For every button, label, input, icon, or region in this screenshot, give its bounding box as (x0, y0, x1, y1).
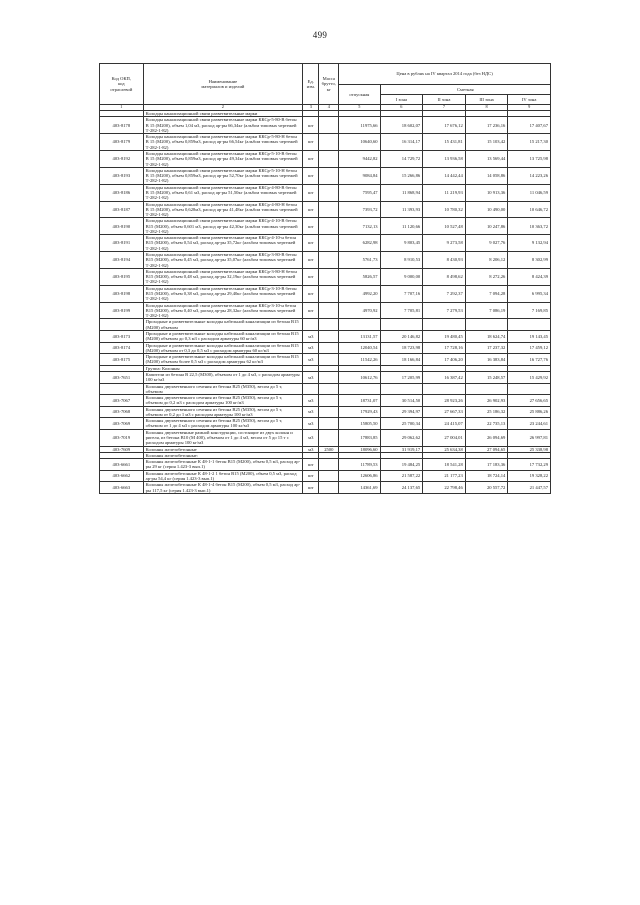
header-unit (303, 64, 319, 105)
row-zone-1-price: 19 484,25 (380, 459, 423, 471)
row-zone-4-price (508, 383, 551, 395)
row-name: Колодцы канализационной связи разветвительные марки ККСр-5-80-Н бетон В 15 (М200), объем 0,859м3, расход ар-ры 66,54кг (альбом типовых чертежей Т-282-1-82) (143, 134, 302, 151)
row-zone-2-price: 27 004,01 (423, 429, 466, 446)
row-name: Колодцы канализационной связи разветвительные марки ККСр-4-80-В бетон В 15 (М200), объем 0,61 м3, расход ар-ры 51,50кг (альбом типовых чертежей Т-282-1-82) (143, 184, 302, 201)
row-zone-2-price: 7 292,37 (423, 285, 466, 302)
row-name: Колодцы канализационной связи разветвительные марки ККСр-4-10-В бетон В15 (М200), объем 0,601 м3, расход ар-ры 42,30кг (альбом типовых чертежей Т-282-1-82) (143, 218, 302, 235)
row-zone-3-price: 9 027,76 (465, 235, 508, 252)
row-unit: м3 (303, 330, 319, 342)
row-zone-4-price: 10 363,72 (508, 218, 551, 235)
row-zone-2-price: 13 936,58 (423, 150, 466, 167)
row-code (100, 383, 144, 395)
row-unit: м3 (303, 395, 319, 407)
row-release-price (339, 319, 380, 331)
row-zone-3-price: 26 094,69 (465, 429, 508, 446)
row-release-price: 4992,20 (339, 285, 380, 302)
row-zone-1-price: 18 166,84 (380, 354, 423, 366)
row-mass (319, 268, 339, 285)
row-mass (319, 285, 339, 302)
row-unit: шт (303, 268, 319, 285)
row-name: Колонны железобетонные К 48-1-2 1 бетон В15 (М200), объем 0,5 м3, расход ар-ры 54,4 кг (серия 1.423-3 вып.1) (143, 470, 302, 482)
row-zone-3-price: 7 086,19 (465, 302, 508, 319)
row-release-price: 10640,60 (339, 134, 380, 151)
row-unit: шт (303, 470, 319, 482)
row-zone-2-price (423, 383, 466, 395)
row-name: Колонны двухветвенного сечения из бетона В25 (М350), весом до 5 т, объемом до 0,2 м3 с расходом арматуры 100 кг/м3 (143, 395, 302, 407)
row-zone-3-price: 26 902,93 (465, 395, 508, 407)
row-name: Колодцы канализационной связи разветвительные марки ККСр-3-10-н бетон В15 (М200), объем 0,40 м3, расход ар-ры 28,32кг (альбом типовых чертежей Т-282-1-82) (143, 302, 302, 319)
row-zone-2-price: 24 415,07 (423, 418, 466, 430)
price-table (99, 63, 551, 494)
row-zone-3-price: 10 247,86 (465, 218, 508, 235)
column-number: 1 (100, 105, 144, 111)
row-mass (319, 302, 339, 319)
header-unit-line1: Ед. (307, 78, 314, 84)
table-row (100, 117, 551, 134)
header-release-price: отпускная (339, 85, 380, 105)
row-name: Колодцы канализационной связи разветвительные марки ККСр-5-80-В бетон В 15 (М200), объем 1,04 м3, расход ар-ры 66,34кг (альбом типовых чертежей Т-282-1-82) (143, 117, 302, 134)
row-code: 403-8193 (100, 167, 144, 184)
row-zone-1-price: 29 062,62 (380, 429, 423, 446)
row-zone-3-price: 10 490,00 (465, 201, 508, 218)
row-name: Колонны двухветвенного сечения из бетона В25 (М350), весом до 5 т, объемом от 0,2 до 1 м3 с расходом арматуры 100 кг/м3 (143, 406, 302, 418)
row-zone-1-price: 9 000,00 (380, 268, 423, 285)
row-mass (319, 252, 339, 269)
row-code: 403-6663 (100, 482, 144, 494)
row-zone-1-price: 30 514,50 (380, 395, 423, 407)
table-row (100, 470, 551, 482)
row-unit: м3 (303, 342, 319, 354)
table-row (100, 383, 551, 395)
row-release-price: 15805,50 (339, 418, 380, 430)
table-row (100, 418, 551, 430)
row-name: Колонны железобетонные К 48-1-4 бетон В15 (М200), объем 0,5 м3, расход ар-ры 117,5 кг (серия 1.423-3 вып.1) (143, 482, 302, 494)
row-code: 403-7019 (100, 429, 144, 446)
header-code-line2: код (118, 81, 125, 87)
row-zone-3-price: 7 094,28 (465, 285, 508, 302)
row-zone-2-price: 9 273,58 (423, 235, 466, 252)
header-code-line1: Код ОКП, (111, 76, 131, 82)
table-row (100, 482, 551, 494)
column-number: 7 (423, 105, 466, 111)
table-row (100, 429, 551, 446)
table-header (100, 64, 551, 111)
table-row (100, 406, 551, 418)
row-release-price: 10612,76 (339, 371, 380, 383)
page-number: 499 (312, 30, 328, 40)
row-zone-1-price: 9 803,45 (380, 235, 423, 252)
row-release-price: 11975,66 (339, 117, 380, 134)
row-release-price: 9442,82 (339, 150, 380, 167)
header-zone-2: II зона (423, 95, 466, 105)
row-mass (319, 354, 339, 366)
row-zone-4-price: 13 725,98 (508, 150, 551, 167)
row-zone-2-price: 8 430,93 (423, 252, 466, 269)
row-mass (319, 371, 339, 383)
row-unit: м3 (303, 354, 319, 366)
row-mass (319, 235, 339, 252)
header-code-line3: отраслевой (110, 86, 133, 92)
row-zone-2-price: 19 480,45 (423, 330, 466, 342)
row-unit: шт (303, 459, 319, 471)
row-unit (303, 319, 319, 331)
row-release-price: 5761,73 (339, 252, 380, 269)
row-name: Колодцы канализационной связи разветвительные марки ККСр-4-10-н бетон В15 (М200), объем 0,54 м3, расход ар-ры 35,72кг (альбом типовых чертежей Т-282-1-82) (143, 235, 302, 252)
row-zone-1-price: 24 137,65 (380, 482, 423, 494)
row-code: 403-7068 (100, 406, 144, 418)
row-zone-4-price: 15 217,30 (508, 134, 551, 151)
row-zone-1-price: 11 393,93 (380, 201, 423, 218)
row-unit: шт (303, 235, 319, 252)
header-zone-4: IV зона (508, 95, 551, 105)
column-number: 6 (380, 105, 423, 111)
row-zone-3-price: 16 383,84 (465, 354, 508, 366)
row-zone-1-price: 21 587,22 (380, 470, 423, 482)
row-zone-3-price: 17 236,16 (465, 117, 508, 134)
table-row (100, 268, 551, 285)
row-code (100, 319, 144, 331)
header-mass-line2: брутто, (321, 81, 336, 87)
table-row (100, 459, 551, 471)
row-mass (319, 134, 339, 151)
row-release-price: 7595,47 (339, 184, 380, 201)
table-row (100, 302, 551, 319)
row-zone-2-price: 27 667,33 (423, 406, 466, 418)
row-mass (319, 470, 339, 482)
row-name: Проходные и разветвительные колодцы кабельной канализации из бетона В15 (М200) объемом от 0,3 до 0,5 м3 с расходом арматуры 60 кг/м3 (143, 342, 302, 354)
row-name: Колодцы канализационной связи разветвительные марки (143, 111, 302, 117)
row-unit: шт (303, 302, 319, 319)
row-release-price: 18731,07 (339, 395, 380, 407)
row-name: Колодцы канализационной связи разветвительные марки ККСр-3-80-В бетон В15 (М200), объем 0,45 м3, расход ар-ры 35,07кг (альбом типовых чертежей Т-282-1-82) (143, 252, 302, 269)
header-name-line1: Наименование (208, 78, 238, 84)
row-zone-2-price: 7 279,53 (423, 302, 466, 319)
row-zone-1-price: 18 602,07 (380, 117, 423, 134)
table-row (100, 150, 551, 167)
row-zone-4-price: 14 223,26 (508, 167, 551, 184)
header-mass (319, 64, 339, 105)
row-code: 403-7609 (100, 446, 144, 452)
row-mass (319, 167, 339, 184)
table-row (100, 371, 551, 383)
header-zone-3: III зона (465, 95, 508, 105)
row-mass (319, 459, 339, 471)
row-unit: м3 (303, 418, 319, 430)
table-row (100, 285, 551, 302)
row-zone-2-price: 15 431,81 (423, 134, 466, 151)
row-mass: 2500 (319, 446, 339, 452)
row-zone-4-price: 17 732,29 (508, 459, 551, 471)
table-row (100, 252, 551, 269)
row-code: 403-8187 (100, 201, 144, 218)
row-code: 403-8175 (100, 354, 144, 366)
row-release-price: 12040,54 (339, 342, 380, 354)
row-name: Колодцы канализационной связи разветвительные марки ККСр-3-10-В бетон В15 (М200), объем 0,38 м3, расход ар-ры 29,40кг (альбом типовых чертежей Т-282-1-82) (143, 285, 302, 302)
row-name: Капители из бетона В 22,5 (М300), объемом от 1 до 4 м3, с расходом арматуры 100 кг/м3 (143, 371, 302, 383)
row-code: 403-8199 (100, 302, 144, 319)
row-zone-1-price: 8 910,53 (380, 252, 423, 269)
row-unit (303, 383, 319, 395)
row-zone-4-price: 25 886,26 (508, 406, 551, 418)
header-zone-1: I зона (380, 95, 423, 105)
row-release-price: 17883,85 (339, 429, 380, 446)
row-code: 403-8178 (100, 117, 144, 134)
row-release-price: 7393,72 (339, 201, 380, 218)
row-name: Колодцы канализационной связи разветвительные марки ККСр-4-80-Н бетон В 15 (М200), объем 0,628м3, расход ар-ры 41,48кг (альбом типовых чертежей Т-282-1-82) (143, 201, 302, 218)
row-zone-3-price: 15 103,42 (465, 134, 508, 151)
row-zone-2-price: 17 406,20 (423, 354, 466, 366)
row-mass (319, 150, 339, 167)
table-row (100, 354, 551, 366)
table-row (100, 395, 551, 407)
row-release-price: 11542,26 (339, 354, 380, 366)
row-mass (319, 383, 339, 395)
row-zone-4-price: 26 997,81 (508, 429, 551, 446)
row-release-price: 4970,92 (339, 302, 380, 319)
row-zone-1-price: 11 120,66 (380, 218, 423, 235)
row-code: 403-7069 (100, 418, 144, 430)
row-zone-2-price: 10 527,48 (423, 218, 466, 235)
row-zone-3-price: 18 724,14 (465, 470, 508, 482)
row-zone-4-price: 8 424,39 (508, 268, 551, 285)
row-mass (319, 330, 339, 342)
row-zone-3-price: 15 248,57 (465, 371, 508, 383)
header-name (143, 64, 302, 105)
row-release-price (339, 383, 380, 395)
row-zone-2-price: 28 923,26 (423, 395, 466, 407)
table-row (100, 167, 551, 184)
row-unit: м3 (303, 371, 319, 383)
table-row (100, 235, 551, 252)
row-zone-3-price: 22 735,13 (465, 418, 508, 430)
column-number: 8 (465, 105, 508, 111)
row-code: 403-8186 (100, 184, 144, 201)
header-estimate-group: Сметная (380, 85, 550, 95)
row-zone-3-price: 17 183,36 (465, 459, 508, 471)
row-zone-1-price (380, 383, 423, 395)
row-zone-4-price: 17 459,12 (508, 342, 551, 354)
row-zone-4-price: 15 429,92 (508, 371, 551, 383)
row-name: Колодцы канализационной связи разветвительные марки ККСр-5-10-Н бетон В 15 (М200), объем 0,859м3, расход ар-ры 52,70кг (альбом типовых чертежей Т-282-1-82) (143, 167, 302, 184)
row-zone-4-price: 9 132,94 (508, 235, 551, 252)
row-zone-4-price: 7 169,85 (508, 302, 551, 319)
row-zone-3-price: 10 913,36 (465, 184, 508, 201)
table-body (100, 111, 551, 494)
row-zone-2-price: 14 442,44 (423, 167, 466, 184)
row-unit: шт (303, 218, 319, 235)
row-release-price: 13131,57 (339, 330, 380, 342)
table-row (100, 342, 551, 354)
row-zone-2-price: 17 728,16 (423, 342, 466, 354)
row-code: 403-8198 (100, 285, 144, 302)
row-zone-4-price: 11 046,59 (508, 184, 551, 201)
row-zone-3-price: 18 624,74 (465, 330, 508, 342)
row-zone-2-price: 17 676,12 (423, 117, 466, 134)
row-zone-1-price: 15 266,86 (380, 167, 423, 184)
row-name: Проходные и разветвительные колодцы кабельной канализации из бетона В15 (М200) объемом более 0,5 м3 с расходом арматуры 62 кг/м3 (143, 354, 302, 366)
header-unit-line2: изм. (306, 84, 315, 89)
row-unit: шт (303, 150, 319, 167)
row-zone-2-price: 21 177,23 (423, 470, 466, 482)
row-code: 403-6661 (100, 459, 144, 471)
row-mass (319, 184, 339, 201)
row-zone-1-price: 31 919,17 (380, 446, 423, 452)
row-release-price: 12606,86 (339, 470, 380, 482)
row-zone-2-price (423, 319, 466, 331)
row-mass (319, 406, 339, 418)
row-zone-4-price: 21 447,57 (508, 482, 551, 494)
row-code: 403-8174 (100, 342, 144, 354)
row-zone-1-price: 17 205,99 (380, 371, 423, 383)
row-mass (319, 429, 339, 446)
row-zone-1-price: 29 394,97 (380, 406, 423, 418)
table-row (100, 201, 551, 218)
row-code: 403-8195 (100, 268, 144, 285)
row-mass (319, 117, 339, 134)
row-zone-3-price: 20 557,72 (465, 482, 508, 494)
row-zone-2-price: 22 798,46 (423, 482, 466, 494)
column-number: 2 (143, 105, 302, 111)
row-code: 403-8192 (100, 150, 144, 167)
row-zone-3-price: 17 237,32 (465, 342, 508, 354)
row-zone-4-price: 6 995,34 (508, 285, 551, 302)
row-zone-4-price: 23 244,61 (508, 418, 551, 430)
row-zone-1-price (380, 319, 423, 331)
row-zone-4-price: 19 143,45 (508, 330, 551, 342)
row-mass (319, 395, 339, 407)
row-code: 403-8190 (100, 218, 144, 235)
row-name: Группа: Колонны (143, 365, 302, 371)
row-code: 403-8194 (100, 252, 144, 269)
row-unit: шт (303, 482, 319, 494)
row-zone-4-price: 10 646,72 (508, 201, 551, 218)
header-code (100, 64, 144, 105)
row-release-price: 18096,60 (339, 446, 380, 452)
row-name: Колодцы канализационной связи разветвительные марки ККСр-5-10-В бетон В 15 (М200), объем 0,859м3, расход ар-ры 49,34кг (альбом типовых чертежей Т-282-1-82) (143, 150, 302, 167)
row-mass (319, 201, 339, 218)
row-mass (319, 218, 339, 235)
header-price-group: Цена в рублях на IV квартал 2014 года (без НДС) (339, 64, 551, 85)
row-name: Колонны двухветвенного сечения из бетона В25 (М350), весом до 5 т, объемом (143, 383, 302, 395)
row-zone-3-price: 8 272,26 (465, 268, 508, 285)
row-name: Колонны двухветвенные рамной конструкции, состоящие из двух колонн и ригеля, из бетона В10 (М 400), объемом от 1 до 4 м3, весом от 5 до 15 т с расходом арматуры 100 кг/м3 (143, 429, 302, 446)
row-zone-3-price: 25 186,32 (465, 406, 508, 418)
row-zone-1-price: 25 700,34 (380, 418, 423, 430)
row-zone-3-price: 27 094,65 (465, 446, 508, 452)
row-name: Колодцы канализационной связи разветвительные марки ККСр-3-80-Н бетон В15 (М200), объем 0,48 м3, расход ар-ры 32,19кг (альбом типовых чертежей Т-282-1-82) (143, 268, 302, 285)
row-unit: шт (303, 184, 319, 201)
row-zone-1-price: 7 707,16 (380, 285, 423, 302)
row-zone-3-price (465, 319, 508, 331)
row-zone-2-price: 16 387,42 (423, 371, 466, 383)
row-unit: м3 (303, 446, 319, 452)
row-name: Колонны железобетонные К 48-1-1 бетон В15 (М200), объем 0,5 м3, расход ар-ры 29 кг (серия 1.423-3 вып.1) (143, 459, 302, 471)
row-release-price: 6282,98 (339, 235, 380, 252)
row-release-price: 11789,53 (339, 459, 380, 471)
row-zone-1-price: 20 146,82 (380, 330, 423, 342)
row-name: Колонны железобетонные (143, 446, 302, 452)
column-number: 5 (339, 105, 380, 111)
row-code: 403-7067 (100, 395, 144, 407)
row-release-price: 14361,69 (339, 482, 380, 494)
row-name: Проходные и разветвительные колодцы кабельной канализации из бетона В15 (М200) объемом до 0,3 м3 с расходом арматуры 60 кг/м3 (143, 330, 302, 342)
row-zone-4-price: 17 407,67 (508, 117, 551, 134)
row-unit: шт (303, 201, 319, 218)
column-number: 3 (303, 105, 319, 111)
row-zone-2-price: 10 780,32 (423, 201, 466, 218)
row-release-price: 9084,84 (339, 167, 380, 184)
row-release-price: 17929,43 (339, 406, 380, 418)
row-zone-4-price: 27 656,65 (508, 395, 551, 407)
row-zone-3-price: 14 058,86 (465, 167, 508, 184)
row-zone-4-price: 16 727,76 (508, 354, 551, 366)
row-unit: шт (303, 167, 319, 184)
row-code: 403-6662 (100, 470, 144, 482)
row-unit: м3 (303, 429, 319, 446)
column-number: 4 (319, 105, 339, 111)
row-zone-2-price: 25 634,38 (423, 446, 466, 452)
header-mass-line3: кг (326, 86, 331, 92)
header-name-line2: материалов и изделий (201, 84, 245, 89)
row-name: Колонны железобетонные: (143, 452, 302, 458)
row-zone-3-price (465, 383, 508, 395)
table-row (100, 184, 551, 201)
row-release-price: 5826,57 (339, 268, 380, 285)
header-mass-line1: Масса (322, 76, 335, 82)
row-zone-4-price: 25 338,98 (508, 446, 551, 452)
row-zone-2-price: 11 219,93 (423, 184, 466, 201)
row-mass (319, 482, 339, 494)
table-row (100, 330, 551, 342)
row-code: 403-8191 (100, 235, 144, 252)
row-unit: шт (303, 134, 319, 151)
row-release-price: 7132,13 (339, 218, 380, 235)
table-row (100, 319, 551, 331)
row-zone-3-price: 8 206,12 (465, 252, 508, 269)
row-zone-4-price: 8 302,99 (508, 252, 551, 269)
row-zone-2-price: 18 541,28 (423, 459, 466, 471)
row-code: 403-7651 (100, 371, 144, 383)
row-mass (319, 342, 339, 354)
row-unit: шт (303, 285, 319, 302)
row-zone-1-price: 14 729,72 (380, 150, 423, 167)
row-zone-2-price: 8 498,62 (423, 268, 466, 285)
row-unit: м3 (303, 406, 319, 418)
column-number: 9 (508, 105, 551, 111)
row-name: Проходные и разветвительные колодцы кабельной канализации из бетона В15 (М200) объемом (143, 319, 302, 331)
row-zone-1-price: 11 868,94 (380, 184, 423, 201)
row-unit: шт (303, 117, 319, 134)
row-zone-1-price: 7 705,81 (380, 302, 423, 319)
table-row (100, 218, 551, 235)
row-zone-1-price: 18 723,98 (380, 342, 423, 354)
row-unit: шт (303, 252, 319, 269)
row-zone-4-price: 19 328,22 (508, 470, 551, 482)
row-zone-1-price: 16 314,17 (380, 134, 423, 151)
row-code: 403-8173 (100, 330, 144, 342)
row-zone-3-price: 13 569,44 (465, 150, 508, 167)
row-mass (319, 319, 339, 331)
row-mass (319, 418, 339, 430)
row-code: 403-8179 (100, 134, 144, 151)
table-row (100, 134, 551, 151)
row-zone-4-price (508, 319, 551, 331)
row-name: Колонны двухветвенного сечения из бетона В25 (М350), весом до 5 т, объемом от 1 до 4 м3 с расходом арматуры 100 кг/м3 (143, 418, 302, 430)
